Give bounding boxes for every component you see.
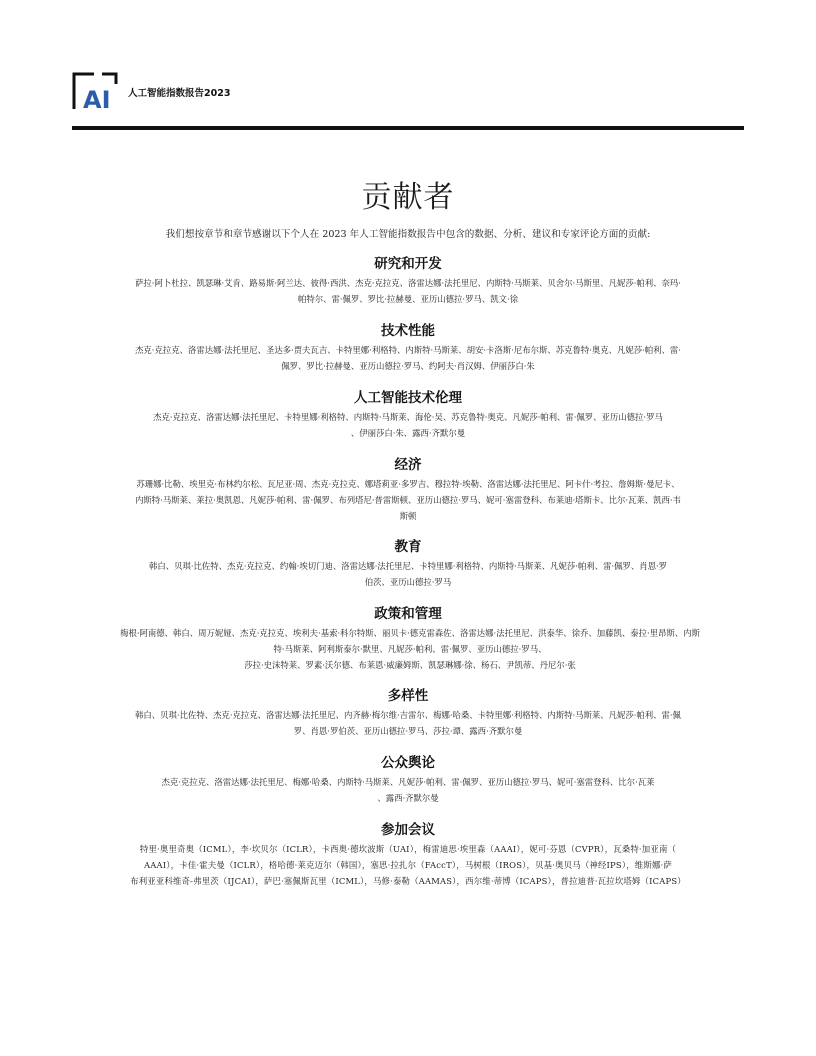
section-heading: 经济 xyxy=(394,457,422,473)
contributor-line: 伯茨、亚历山德拉·罗马 xyxy=(364,577,452,587)
header-divider xyxy=(72,126,744,130)
contributor-list xyxy=(100,409,716,441)
section-heading: 教育 xyxy=(394,539,422,555)
contributor-line: 韩白、贝琪·比佐特、杰克·克拉克、约翰·埃切门迪、洛雷达娜·法托里尼、卡特里娜·利格特、内斯特·马斯莱、凡妮莎·帕利、雷·佩罗、肖恩·罗 xyxy=(148,561,668,571)
section-heading: 技术性能 xyxy=(381,323,435,339)
section-diversity xyxy=(100,687,716,739)
contributor-line: AAAI），卡佳·霍夫曼（ICLR），格哈德·莱克迈尔（韩国），塞思·拉扎尔（FAccT），马树根（IROS），贝基·奥贝马（神经IPS），维斯娜·萨 xyxy=(144,860,672,870)
section-heading: 参加会议 xyxy=(381,822,435,838)
report-title: 人工智能指数报告2023 xyxy=(128,88,231,99)
contributor-line: 、伊丽莎白·朱、露西·齐默尔曼 xyxy=(350,428,466,438)
page-header xyxy=(72,70,744,132)
intro-paragraph: 我们想按章节和章节感谢以下个人在 2023 年人工智能指数报告中包含的数据、分析、建议和专家评论方面的贡献: xyxy=(165,229,651,240)
contributor-list xyxy=(92,625,728,673)
contributor-list xyxy=(100,774,716,806)
section-technical-performance xyxy=(100,322,716,374)
contributor-line: 苏珊娜·比勒、埃里克·布林约尔松、瓦尼亚·周、杰克·克拉克、娜塔莉亚·多罗吉、穆拉特·埃勒、洛雷达娜·法托里尼、阿卡什·考拉、詹姆斯·曼尼卡、 xyxy=(136,479,680,489)
contributor-line: 特里·奥里奇奥（ICML），李·坎贝尔（ICLR），卡西奥·德坎波斯（UAI），梅雷迪思·埃里森（AAAI），妮可·芬恩（CVPR），瓦桑特·加亚南（ xyxy=(139,844,677,854)
contributor-list xyxy=(100,476,716,524)
contributor-line: 梅根·阿南德、韩白、周万妮娅、杰克·克拉克、埃利夫·基索·科尔特斯、丽贝卡·德克雷森佐、洛雷达娜·法托里尼、洪泰华、徐乔、加藤凯、泰拉·里昂斯、内斯 xyxy=(120,628,700,638)
section-economy xyxy=(100,456,716,524)
contributor-line: 萨拉·阿卜杜拉、凯瑟琳·艾肯、路易斯·阿兰达、彼得·西洪、杰克·克拉克、洛雷达娜·法托里尼、内斯特·马斯莱、贝舍尔·马斯里、凡妮莎·帕利、奈玛· xyxy=(135,278,681,288)
contributor-line: 杰克·克拉克、洛雷达娜·法托里尼、圣达多·贾夫瓦吉、卡特里娜·利格特、内斯特·马斯莱、胡安·卡洛斯·尼布尔斯、苏克鲁特·奥克、凡妮莎·帕利、雷· xyxy=(135,345,681,355)
section-conference-attendance xyxy=(100,821,716,889)
page-title: 贡献者 xyxy=(361,180,455,215)
section-heading: 政策和管理 xyxy=(374,606,442,622)
section-heading: 研究和开发 xyxy=(374,256,442,272)
section-policy-governance xyxy=(100,605,716,673)
section-heading: 多样性 xyxy=(387,688,429,704)
contributor-list xyxy=(100,707,716,739)
contributor-line: 帕特尔、雷·佩罗、罗比·拉赫曼、亚历山德拉·罗马、凯文·徐 xyxy=(297,294,519,304)
contributor-list xyxy=(100,275,716,307)
section-heading: 公众舆论 xyxy=(381,755,435,771)
contributor-list xyxy=(100,558,716,590)
ai-index-logo xyxy=(72,72,118,110)
section-heading: 人工智能技术伦理 xyxy=(354,390,462,406)
contributor-list xyxy=(100,841,716,889)
section-public-opinion xyxy=(100,754,716,806)
contributor-line: 莎拉·史沫特莱、罗素·沃尔德、布莱恩·威廉姆斯、凯瑟琳娜·徐、杨石、尹凯蒂、丹尼尔·张 xyxy=(244,660,576,670)
contributor-line: 特·马斯莱、阿利斯泰尔·默里、凡妮莎·帕利、雷·佩罗、亚历山德拉·罗马、 xyxy=(273,644,547,654)
contributor-line: 、露西·齐默尔曼 xyxy=(377,793,439,803)
contributor-line: 佩罗、罗比·拉赫曼、亚历山德拉·罗马、约阿夫·肖汉姆、伊丽莎白·朱 xyxy=(281,361,535,371)
contributor-line: 杰克·克拉克、洛雷达娜·法托里尼、卡特里娜·利格特、内斯特·马斯莱、海伦·吴、苏克鲁特·奥克、凡妮莎·帕利、雷·佩罗、亚历山德拉·罗马 xyxy=(153,412,663,422)
contributor-line: 杰克·克拉克、洛雷达娜·法托里尼、梅娜·哈桑、内斯特·马斯莱、凡妮莎·帕利、雷·佩罗、亚历山德拉·罗马、妮可·塞雷登科、比尔·瓦莱 xyxy=(161,777,655,787)
section-ai-ethics xyxy=(100,389,716,441)
contributor-line: 罗、肖恩·罗伯茨、亚历山德拉·罗马、莎拉·谭、露西·齐默尔曼 xyxy=(293,726,523,736)
section-education xyxy=(100,538,716,590)
contributor-line: 斯顿 xyxy=(399,511,417,521)
contributor-line: 韩白、贝琪·比佐特、杰克·克拉克、洛雷达娜·法托里尼、内齐赫·梅尔维·吉雷尔、梅娜·哈桑、卡特里娜·利格特、内斯特·马斯莱、凡妮莎·帕利、雷·佩 xyxy=(135,710,681,720)
section-research-development xyxy=(100,255,716,307)
contributor-line: 内斯特·马斯莱、莱拉·奥凯恩、凡妮莎·帕利、雷·佩罗、布列塔尼·普雷斯顿、亚历山德拉·罗马、妮可·塞雷登科、布莱迪·塔斯卡、比尔·瓦莱、凯西·韦 xyxy=(135,495,681,505)
contributor-list xyxy=(100,342,716,374)
contributor-line: 布利亚亚科维奇-弗里茨（IJCAI），萨巴·塞佩斯瓦里（ICML），马修·泰勒（AAMAS），西尔维·蒂博（ICAPS），普拉迪普·瓦拉坎塔姆（ICAPS） xyxy=(130,876,686,886)
logo-text: AI xyxy=(83,86,111,110)
